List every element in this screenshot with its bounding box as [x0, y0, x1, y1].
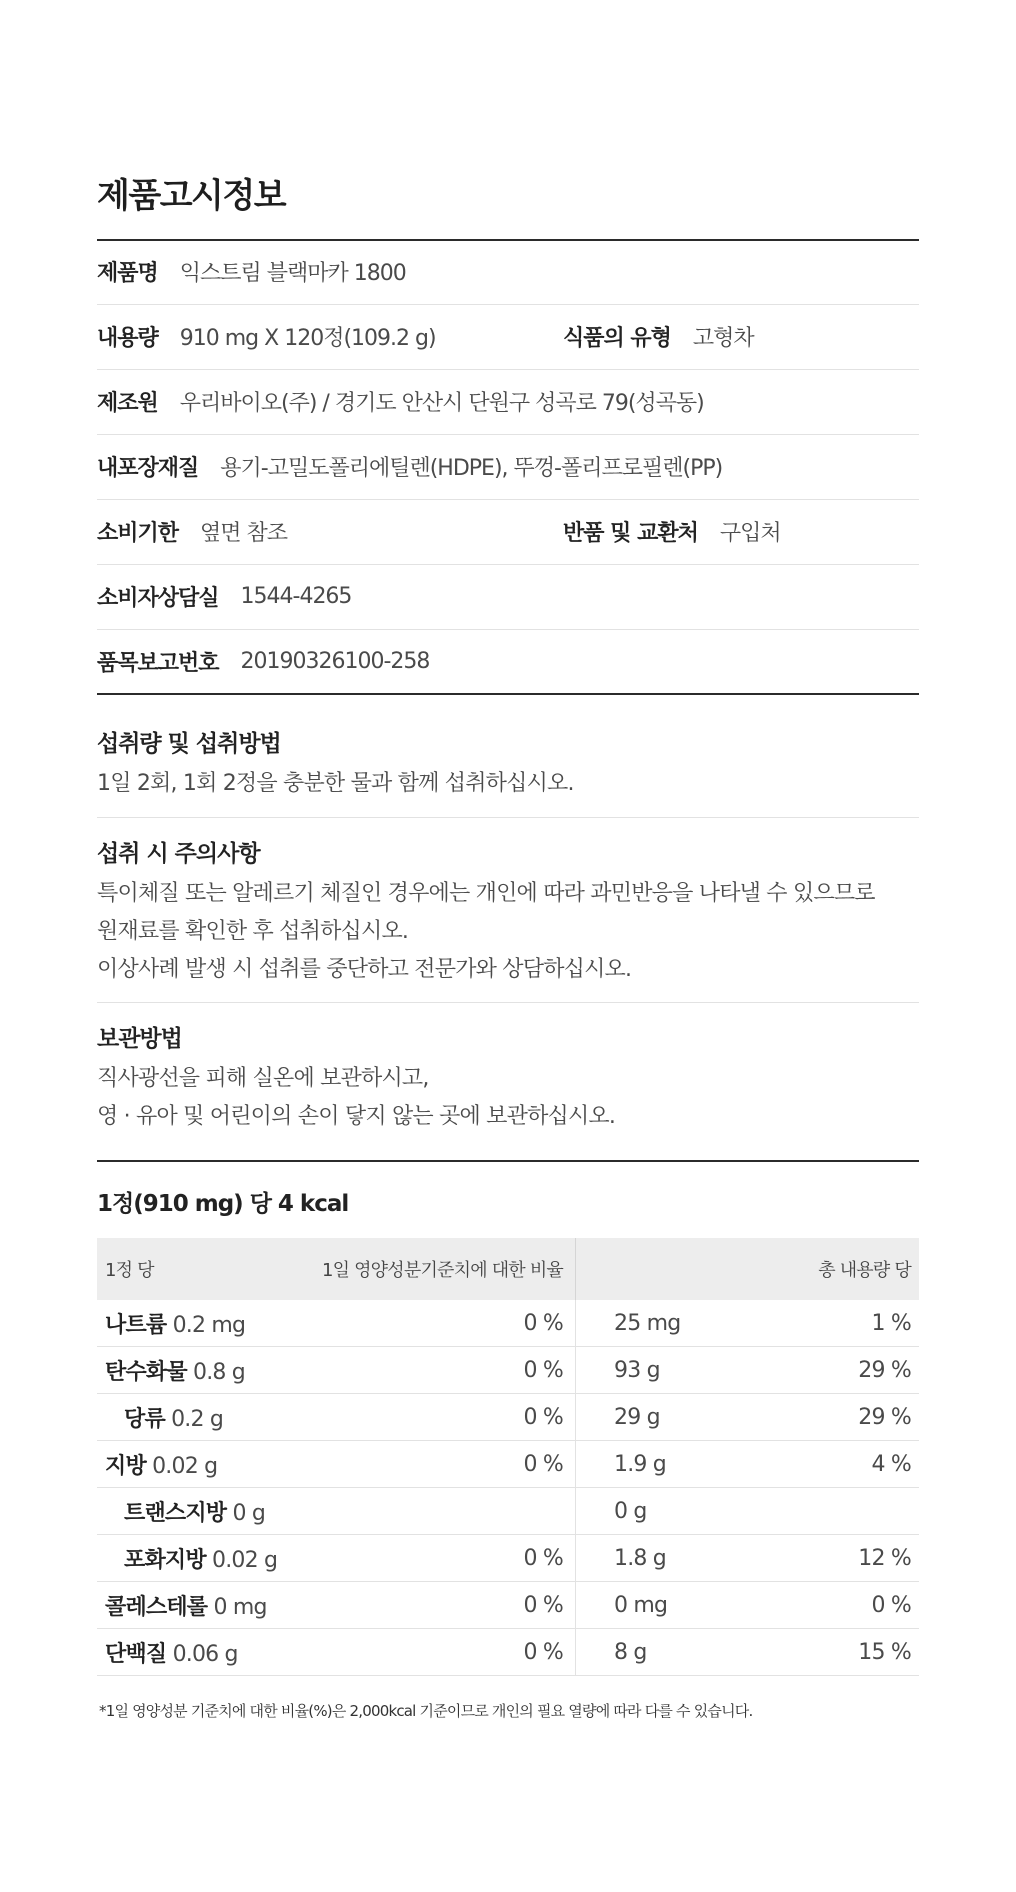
nutrient-amount: 0.2 g: [171, 1406, 224, 1432]
caution-line: 이상사례 발생 시 섭취를 중단하고 전문가와 상담하십시오.: [97, 957, 632, 982]
nutrient-dv-pct: 0 %: [523, 1639, 563, 1665]
intake-line: 1일 2회, 1회 2정을 충분한 물과 함께 섭취하십시오.: [97, 771, 574, 796]
expiry-label: 소비기한: [97, 521, 179, 546]
info-row-manufacturer: [97, 369, 919, 434]
nutrient-amount: 0.8 g: [193, 1359, 245, 1385]
nutrient-total-pct: 15 %: [858, 1639, 911, 1665]
packaging-value: 용기-고밀도폴리에틸렌(HDPE), 뚜껑-폴리프로필렌(PP): [220, 456, 723, 481]
nutrient-total-amount: 93 g: [614, 1357, 660, 1383]
nutrient-dv-pct: 0 %: [523, 1451, 563, 1477]
nutrient-row-carbohydrate: [97, 1347, 919, 1394]
nutrition-footnote: *1일 영양성분 기준치에 대한 비율(%)은 2,000kcal 기준이므로 개인의 필요 열량에 따라 다를 수 있습니다.: [99, 1702, 753, 1720]
nutrient-row-trans-fat: [97, 1488, 919, 1535]
food-type-value: 고형차: [692, 326, 754, 351]
product-name-value: 익스트림 블랙마카 1800: [179, 261, 406, 286]
nutrient-amount: 0.02 g: [152, 1453, 218, 1479]
manufacturer-label: 제조원: [97, 391, 158, 416]
header-per-tablet: 1정 당: [105, 1260, 154, 1281]
nutrient-total-pct: 12 %: [858, 1545, 911, 1571]
storage-title: 보관방법: [97, 1026, 182, 1052]
nutrient-total-pct: 0 %: [871, 1592, 911, 1618]
storage-line: 영 · 유아 및 어린이의 손이 닿지 않는 곳에 보관하십시오.: [97, 1104, 616, 1129]
section-divider: [97, 817, 919, 818]
nutrient-total-amount: 29 g: [614, 1404, 660, 1430]
nutrient-name: 트랜스지방: [124, 1500, 227, 1526]
returns-value: 구입처: [719, 521, 781, 546]
nutrient-amount: 0 g: [232, 1500, 266, 1526]
storage-body: [97, 1060, 615, 1136]
nutrient-total-pct: 29 %: [858, 1357, 911, 1383]
intake-body: [97, 765, 574, 803]
header-dv-ratio: 1일 영양성분기준치에 대한 비율: [321, 1260, 563, 1281]
nutrient-total-amount: 8 g: [614, 1639, 647, 1665]
header-total: 총 내용량 당: [818, 1260, 911, 1281]
storage-line: 직사광선을 피해 실온에 보관하시고,: [97, 1066, 429, 1091]
section-divider: [97, 1002, 919, 1003]
nutrient-dv-pct: 0 %: [523, 1404, 563, 1430]
intake-title: 섭취량 및 섭취방법: [97, 731, 281, 757]
packaging-label: 내포장재질: [97, 456, 199, 481]
nutrient-name: 지방: [105, 1453, 146, 1479]
food-type-label: 식품의 유형: [563, 326, 671, 351]
nutrient-amount: 0.2 mg: [172, 1312, 246, 1338]
caution-line: 원재료를 확인한 후 섭취하십시오.: [97, 919, 409, 944]
nutrient-total-amount: 1.9 g: [614, 1451, 666, 1477]
nutrient-amount: 0.02 g: [212, 1547, 278, 1573]
nutrient-total-amount: 1.8 g: [614, 1545, 666, 1571]
nutrient-total-amount: 25 mg: [614, 1310, 681, 1336]
nutrient-total-pct: 29 %: [858, 1404, 911, 1430]
content-value: 910 mg X 120정(109.2 g): [179, 326, 436, 351]
info-row-product-name: [97, 239, 919, 304]
consumer-center-value: 1544-4265: [240, 584, 352, 609]
nutrient-row-sugars: [97, 1394, 919, 1441]
report-no-value: 20190326100-258: [240, 649, 430, 674]
page-title: 제품고시정보: [97, 176, 286, 216]
nutrient-name: 콜레스테롤: [105, 1594, 208, 1620]
consumer-center-label: 소비자상담실: [97, 586, 219, 611]
nutrition-title: 1정(910 mg) 당 4 kcal: [97, 1191, 349, 1217]
caution-title: 섭취 시 주의사항: [97, 841, 260, 867]
caution-body: [97, 875, 875, 989]
product-name-label: 제품명: [97, 261, 158, 286]
nutrient-name: 나트륨: [105, 1312, 167, 1338]
manufacturer-value: 우리바이오(주) / 경기도 안산시 단원구 성곡로 79(성곡동): [179, 391, 704, 416]
info-row-content: [97, 304, 919, 369]
info-table-bottom-divider: [97, 693, 919, 695]
nutrient-total-pct: 4 %: [871, 1451, 911, 1477]
sections-bottom-divider: [97, 1160, 919, 1162]
nutrient-total-pct: 1 %: [871, 1310, 911, 1336]
nutrient-name: 탄수화물: [105, 1359, 187, 1385]
info-row-consumer-center: [97, 564, 919, 629]
info-row-packaging: [97, 434, 919, 499]
nutrient-row-cholesterol: [97, 1582, 919, 1629]
report-no-label: 품목보고번호: [97, 651, 219, 676]
nutrient-dv-pct: 0 %: [523, 1357, 563, 1383]
info-row-expiry: [97, 499, 919, 564]
info-row-report-no: [97, 629, 919, 694]
nutrient-row-protein: [97, 1629, 919, 1676]
returns-label: 반품 및 교환처: [563, 521, 698, 546]
nutrient-row-sodium: [97, 1300, 919, 1347]
expiry-value: 옆면 참조: [200, 521, 288, 546]
caution-line: 특이체질 또는 알레르기 체질인 경우에는 개인에 따라 과민반응을 나타낼 수 있으므로: [97, 881, 875, 906]
nutrient-dv-pct: 0 %: [523, 1592, 563, 1618]
nutrient-dv-pct: 0 %: [523, 1545, 563, 1571]
nutrient-name: 포화지방: [124, 1547, 206, 1573]
nutrient-name: 단백질: [105, 1641, 167, 1667]
nutrient-dv-pct: 0 %: [523, 1310, 563, 1336]
content-label: 내용량: [97, 326, 158, 351]
nutrition-table: [97, 1238, 919, 1676]
nutrition-table-header: [97, 1238, 919, 1300]
nutrient-total-amount: 0 mg: [614, 1592, 668, 1618]
nutrient-row-saturated-fat: [97, 1535, 919, 1582]
nutrient-total-amount: 0 g: [614, 1498, 647, 1524]
nutrient-name: 당류: [124, 1406, 165, 1432]
nutrient-amount: 0 mg: [213, 1594, 267, 1620]
nutrient-amount: 0.06 g: [172, 1641, 238, 1667]
nutrient-row-fat: [97, 1441, 919, 1488]
